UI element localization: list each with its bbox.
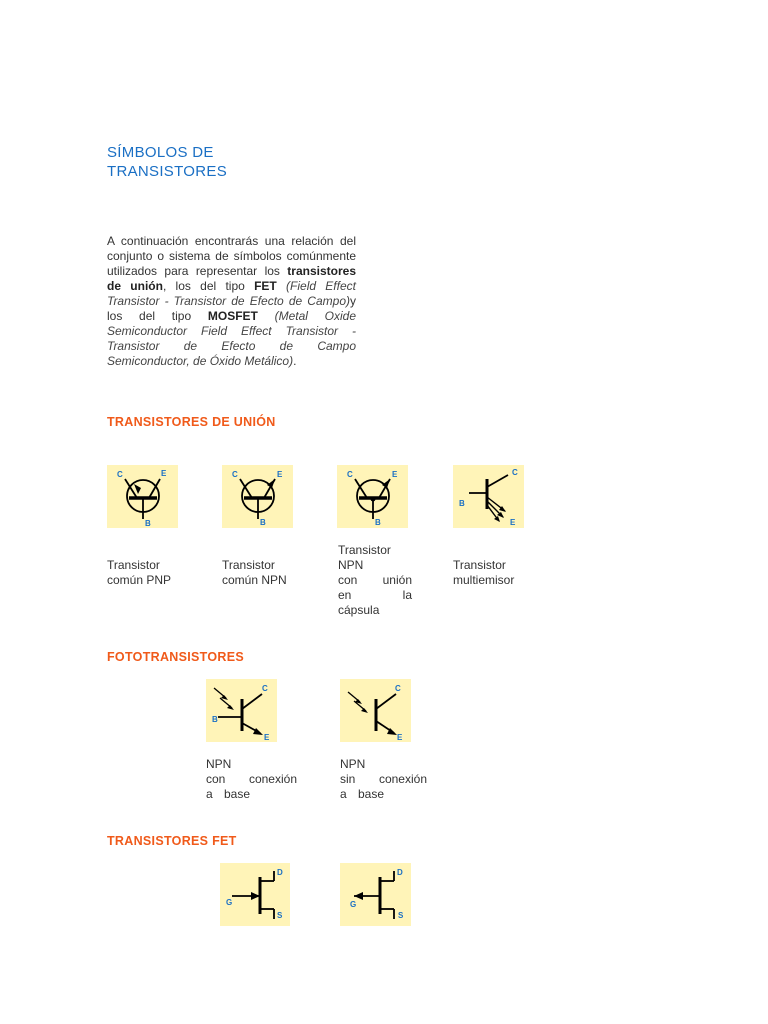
pin-label-e: E xyxy=(392,470,398,479)
caption-line: a base xyxy=(340,787,385,801)
caption-line: Transistor xyxy=(453,558,506,572)
caption-line: cápsula xyxy=(338,603,380,617)
intro-text-2: , los del tipo xyxy=(162,279,255,293)
fet-p-channel-symbol xyxy=(340,863,411,926)
page-title xyxy=(107,143,307,181)
pin-label-c: C xyxy=(262,684,268,693)
caption-pnp xyxy=(107,558,187,588)
multiemitter-transistor-symbol xyxy=(453,465,524,528)
caption-line: en la xyxy=(338,588,412,602)
section-heading-union: TRANSISTORES DE UNIÓN xyxy=(107,415,276,429)
caption-line: NPN xyxy=(338,558,364,572)
pin-label-e: E xyxy=(277,470,283,479)
fet-n-channel-symbol xyxy=(220,863,290,926)
pin-label-b: B xyxy=(145,519,151,528)
caption-line: común PNP xyxy=(107,573,172,587)
pin-label-g: G xyxy=(226,898,233,907)
pin-label-g: G xyxy=(350,900,357,909)
intro-bold-fet: FET xyxy=(254,279,277,293)
caption-line: común NPN xyxy=(222,573,287,587)
pnp-transistor-symbol xyxy=(107,465,178,528)
pin-label-b: B xyxy=(212,715,218,724)
caption-npn xyxy=(222,558,302,588)
intro-italic-fet: (Field Effect Transistor - Transistor de Efecto de Campo) xyxy=(107,279,356,308)
npn-capsule-transistor-symbol xyxy=(337,465,408,528)
pin-label-c: C xyxy=(232,470,238,479)
pin-label-e: E xyxy=(161,469,167,478)
caption-line: multiemisor xyxy=(453,573,515,587)
intro-text-4: . xyxy=(293,354,297,368)
caption-npn-capsule xyxy=(338,543,412,618)
intro-bold-union: transistores de unión xyxy=(107,264,356,293)
title-line-2: TRANSISTORES xyxy=(107,163,228,180)
pin-label-e: E xyxy=(397,733,403,742)
npn-transistor-symbol xyxy=(222,465,293,528)
pin-label-c: C xyxy=(512,468,518,477)
pin-label-b: B xyxy=(260,518,266,527)
intro-text-1: A continuación encontrarás una relación del conjunto o sistema de símbolos comúnmente utilizados para representar los xyxy=(107,234,356,278)
pin-label-c: C xyxy=(117,470,123,479)
pin-label-b: B xyxy=(459,499,465,508)
pin-label-d: D xyxy=(277,868,283,877)
caption-line: NPN xyxy=(340,757,366,771)
caption-foto-sin xyxy=(340,757,427,802)
section-heading-foto: FOTOTRANSISTORES xyxy=(107,650,244,664)
phototransistor-base-symbol xyxy=(206,679,277,742)
phototransistor-nobase-symbol xyxy=(340,679,411,742)
intro-italic-mosfet: (Metal Oxide Semiconductor Field Effect Transistor - Transistor de Efecto de Campo Semiconductor, de Óxido Metálico) xyxy=(107,309,357,368)
caption-line: Transistor xyxy=(338,543,391,557)
caption-foto-con xyxy=(206,757,297,802)
pin-label-c: C xyxy=(347,470,353,479)
caption-line: sin conexión xyxy=(340,772,427,786)
caption-line: con conexión xyxy=(206,772,297,786)
pin-label-d: D xyxy=(397,868,403,877)
caption-multiemisor xyxy=(453,558,533,588)
caption-line: a base xyxy=(206,787,251,801)
intro-bold-mosfet: MOSFET xyxy=(207,309,258,323)
section-heading-fet: TRANSISTORES FET xyxy=(107,834,237,848)
intro-paragraph xyxy=(107,234,356,369)
pin-label-s: S xyxy=(277,911,283,920)
pin-label-s: S xyxy=(398,911,404,920)
caption-line: Transistor xyxy=(107,558,160,572)
pin-label-b: B xyxy=(375,518,381,527)
caption-line: NPN xyxy=(206,757,232,771)
pin-label-e: E xyxy=(510,518,516,527)
title-line-1: SÍMBOLOS DE xyxy=(107,144,214,161)
pin-label-c: C xyxy=(395,684,401,693)
intro-text-3: y los del tipo xyxy=(107,294,356,323)
caption-line: Transistor xyxy=(222,558,275,572)
pin-label-e: E xyxy=(264,733,270,742)
caption-line: con unión xyxy=(338,573,412,587)
